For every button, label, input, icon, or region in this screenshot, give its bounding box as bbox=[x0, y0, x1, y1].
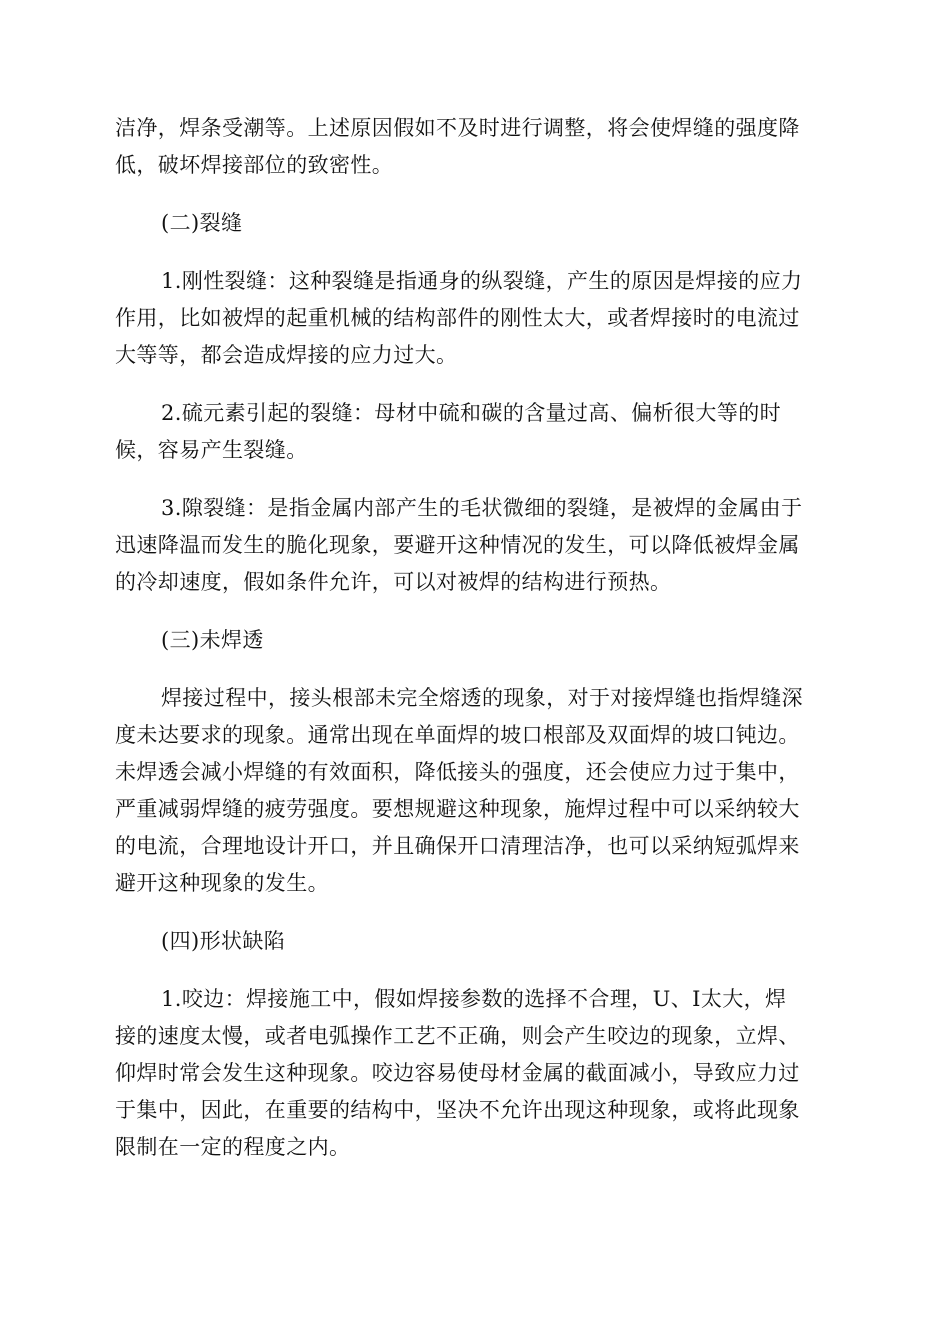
text-line: 避开这种现象的发生。 bbox=[115, 871, 329, 895]
paragraph bbox=[115, 680, 835, 902]
paragraph bbox=[115, 395, 835, 469]
document-body bbox=[115, 110, 835, 1187]
section-heading-shape-defects: (四)形状缺陷 bbox=[161, 929, 286, 953]
text-line: 1.咬边：焊接施工中，假如焊接参数的选择不合理，U、I太大，焊 bbox=[161, 987, 787, 1011]
text-line: 3.隙裂缝：是指金属内部产生的毛状微细的裂缝，是被焊的金属由于 bbox=[161, 496, 803, 520]
text-line: 迅速降温而发生的脆化现象，要避开这种情况的发生，可以降低被焊金属 bbox=[115, 533, 800, 557]
paragraph bbox=[115, 981, 835, 1166]
paragraph bbox=[115, 263, 835, 374]
text-line: 仰焊时常会发生这种现象。咬边容易使母材金属的截面减小，导致应力过 bbox=[115, 1061, 800, 1085]
text-line: 候，容易产生裂缝。 bbox=[115, 438, 308, 462]
text-line: 度未达要求的现象。通常出现在单面焊的坡口根部及双面焊的坡口钝边。 bbox=[115, 723, 800, 747]
section-heading-cracks: (二)裂缝 bbox=[161, 211, 243, 235]
text-line: 1.刚性裂缝：这种裂缝是指通身的纵裂缝，产生的原因是焊接的应力 bbox=[161, 269, 803, 293]
text-line: 限制在一定的程度之内。 bbox=[115, 1135, 351, 1159]
text-line: 焊接过程中，接头根部未完全熔透的现象，对于对接焊缝也指焊缝深 bbox=[161, 686, 803, 710]
text-line: 作用，比如被焊的起重机械的结构部件的刚性太大，或者焊接时的电流过 bbox=[115, 306, 800, 330]
text-line: 严重减弱焊缝的疲劳强度。要想规避这种现象，施焊过程中可以采纳较大 bbox=[115, 797, 800, 821]
section-heading-incomplete-penetration: (三)未焊透 bbox=[161, 628, 264, 652]
text-line: 于集中，因此，在重要的结构中，坚决不允许出现这种现象，或将此现象 bbox=[115, 1098, 800, 1122]
text-line: 的电流，合理地设计开口，并且确保开口清理洁净，也可以采纳短弧焊来 bbox=[115, 834, 800, 858]
paragraph bbox=[115, 110, 835, 184]
text-line: 未焊透会减小焊缝的有效面积，降低接头的强度，还会使应力过于集中， bbox=[115, 760, 800, 784]
text-line: 的冷却速度，假如条件允许，可以对被焊的结构进行预热。 bbox=[115, 570, 672, 594]
text-line: 接的速度太慢，或者电弧操作工艺不正确，则会产生咬边的现象，立焊、 bbox=[115, 1024, 800, 1048]
text-line: 低，破坏焊接部位的致密性。 bbox=[115, 153, 394, 177]
text-line: 2.硫元素引起的裂缝：母材中硫和碳的含量过高、偏析很大等的时 bbox=[161, 401, 782, 425]
paragraph bbox=[115, 490, 835, 601]
text-line: 洁净，焊条受潮等。上述原因假如不及时进行调整，将会使焊缝的强度降 bbox=[115, 116, 800, 140]
text-line: 大等等，都会造成焊接的应力过大。 bbox=[115, 343, 458, 367]
